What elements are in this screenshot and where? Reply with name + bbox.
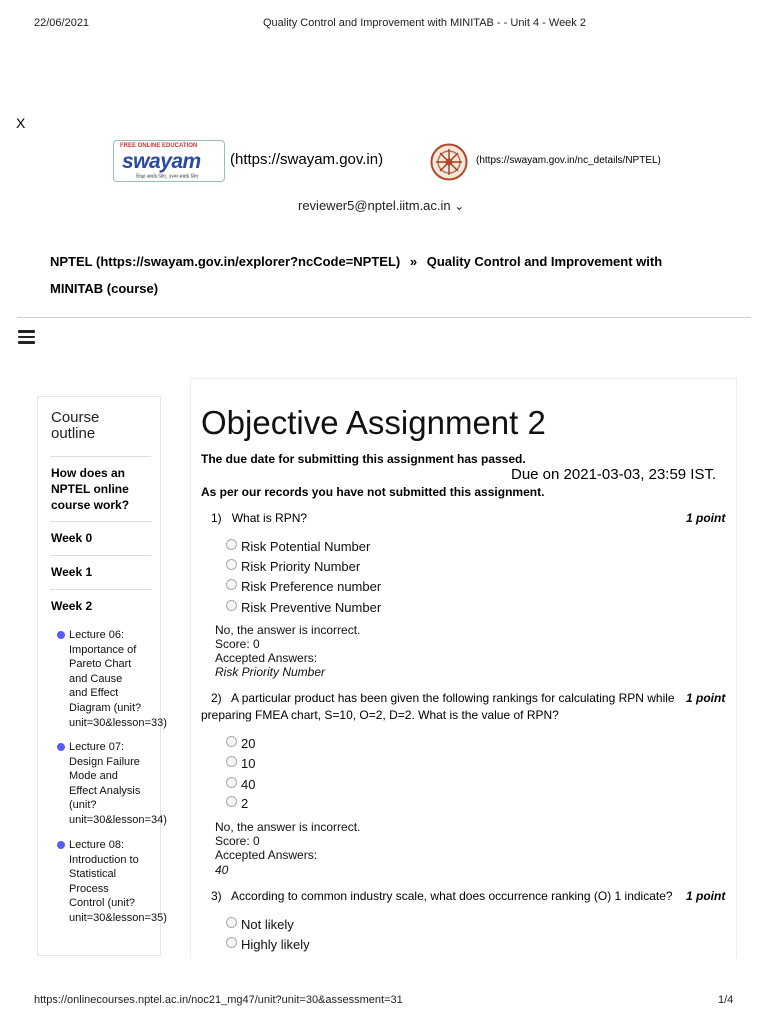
- breadcrumb-nptel-link[interactable]: NPTEL (https://swayam.gov.in/explorer?ncCode=NPTEL): [50, 254, 401, 269]
- sidebar-lecture-08[interactable]: Lecture 08: Introduction to Statistical Process Control (unit? unit=30&lesson=35): [69, 839, 167, 924]
- print-page-number: 1/4: [718, 994, 734, 1006]
- q2-option-2-radio[interactable]: [226, 756, 237, 767]
- question-2-text: 2) A particular product has been given the following rankings for calculating RPN while: [211, 691, 675, 705]
- chevron-down-icon: ⌄: [454, 199, 465, 213]
- question-3-text: 3) According to common industry scale, what does occurrence ranking (O) 1 indicate?: [211, 889, 673, 903]
- lecture-bullet-icon: [57, 631, 65, 639]
- lecture-bullet-icon: [57, 743, 65, 751]
- user-menu[interactable]: [298, 198, 464, 213]
- q2-accepted-label: Accepted Answers:: [215, 848, 318, 862]
- close-button[interactable]: X: [16, 115, 26, 131]
- sidebar-divider: [50, 589, 151, 590]
- q1-accepted-label: Accepted Answers:: [215, 651, 318, 665]
- q1-option-1-radio[interactable]: [226, 539, 237, 550]
- sidebar-divider: [50, 521, 151, 522]
- breadcrumb-separator: »: [409, 254, 418, 269]
- swayam-logo-tagline-bottom: शिक्षा सबके लिए, उत्तम सबके लिए: [136, 174, 199, 180]
- print-title: Quality Control and Improvement with MINITAB - - Unit 4 - Week 2: [263, 17, 586, 29]
- submission-status: As per our records you have not submitted this assignment.: [201, 485, 545, 499]
- sidebar-lecture-07[interactable]: Lecture 07: Design Failure Mode and Effect Analysis (unit? unit=30&lesson=34): [69, 741, 167, 826]
- q2-accepted-answer: 40: [215, 863, 229, 877]
- q3-option-1-label: Not likely: [241, 917, 294, 932]
- nptel-logo-icon[interactable]: [430, 143, 468, 181]
- swayam-link[interactable]: (https://swayam.gov.in): [230, 151, 384, 168]
- question-1-text: 1) What is RPN?: [211, 511, 308, 525]
- nptel-link[interactable]: (https://swayam.gov.in/nc_details/NPTEL): [476, 155, 661, 166]
- q2-option-4-radio[interactable]: [226, 796, 237, 807]
- q2-feedback: No, the answer is incorrect. Score: 0: [215, 820, 361, 848]
- print-date: 22/06/2021: [34, 17, 90, 29]
- q3-option-1-radio[interactable]: [226, 917, 237, 928]
- sidebar-divider: [50, 555, 151, 556]
- question-1-points: 1 point: [686, 511, 726, 525]
- question-3-points: 1 point: [686, 889, 726, 903]
- q2-option-3-radio[interactable]: [226, 777, 237, 788]
- q2-option-4-label: 2: [241, 796, 249, 811]
- swayam-logo-tagline-top: FREE ONLINE EDUCATION: [120, 143, 198, 149]
- sidebar-item-week1[interactable]: Week 1: [51, 565, 93, 579]
- q1-accepted-answer: Risk Priority Number: [215, 665, 326, 679]
- breadcrumb-course-link[interactable]: Quality Control and Improvement with: [426, 254, 663, 269]
- swayam-logo[interactable]: [113, 140, 225, 182]
- lecture-bullet-icon: [57, 841, 65, 849]
- due-date: Due on 2021-03-03, 23:59 IST.: [511, 466, 717, 483]
- q3-option-2-radio[interactable]: [226, 937, 237, 948]
- q1-option-3-label: Risk Preference number: [241, 579, 382, 594]
- page-title: Objective Assignment 2: [201, 404, 546, 441]
- swayam-logo-word: swayam: [122, 150, 201, 173]
- menu-icon[interactable]: [18, 330, 35, 344]
- sidebar-item-how-it-works[interactable]: How does an NPTEL online course work?: [51, 466, 130, 512]
- q1-option-3-radio[interactable]: [226, 579, 237, 590]
- breadcrumb-course-line2[interactable]: MINITAB (course): [50, 281, 159, 296]
- print-footer-url: https://onlinecourses.nptel.ac.in/noc21_mg47/unit?unit=30&assessment=31: [34, 994, 403, 1006]
- sidebar-lecture-06[interactable]: Lecture 06: Importance of Pareto Chart and Cause and Effect Diagram (unit? unit=30&lesson=33): [69, 629, 167, 729]
- sidebar-item-week2[interactable]: Week 2: [51, 599, 93, 613]
- q3-option-2-label: Highly likely: [241, 937, 310, 952]
- q1-option-2-label: Risk Priority Number: [241, 559, 361, 574]
- question-2-text-line2: preparing FMEA chart, S=10, O=2, D=2. What is the value of RPN?: [201, 708, 559, 722]
- course-outline-heading: Course outline: [51, 409, 100, 442]
- q1-option-1-label: Risk Potential Number: [241, 539, 371, 554]
- q1-option-4-radio[interactable]: [226, 600, 237, 611]
- q1-option-2-radio[interactable]: [226, 559, 237, 570]
- q2-option-1-label: 20: [241, 736, 256, 751]
- q2-option-3-label: 40: [241, 777, 256, 792]
- q1-feedback: No, the answer is incorrect. Score: 0: [215, 623, 361, 651]
- header-divider: [17, 317, 751, 318]
- user-email: reviewer5@nptel.iitm.ac.in: [298, 198, 451, 213]
- sidebar-item-week0[interactable]: Week 0: [51, 531, 93, 545]
- q2-option-1-radio[interactable]: [226, 736, 237, 747]
- question-2-points: 1 point: [686, 691, 726, 705]
- due-passed-notice: The due date for submitting this assignment has passed.: [201, 452, 526, 466]
- breadcrumb: [50, 254, 662, 269]
- q1-option-4-label: Risk Preventive Number: [241, 600, 382, 615]
- sidebar-divider: [50, 456, 151, 457]
- q2-option-2-label: 10: [241, 756, 256, 771]
